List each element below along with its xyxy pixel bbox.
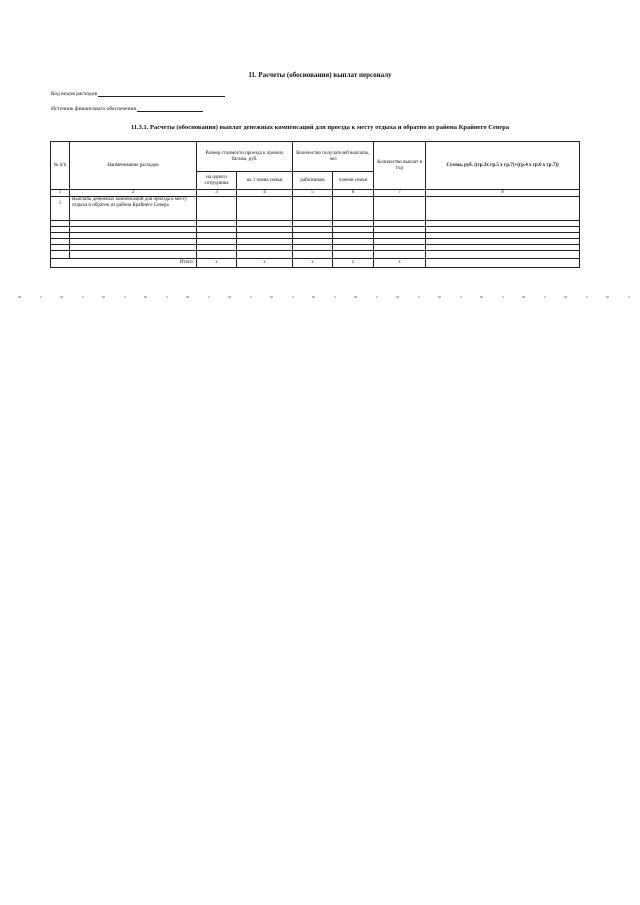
column-number: 3 [197, 190, 237, 197]
header-row-1 [51, 142, 580, 172]
column-number: 4 [237, 190, 293, 197]
total-cell: х [333, 259, 374, 268]
table-cell[interactable] [51, 251, 70, 259]
table-row [51, 197, 580, 221]
compensation-table [50, 141, 580, 268]
column-number: 5 [293, 190, 333, 197]
funding-source-blank[interactable] [137, 105, 203, 112]
funding-source-label: Источник финансового обеспечения [51, 106, 136, 112]
table-cell[interactable] [293, 251, 333, 259]
table-cell[interactable] [426, 251, 580, 259]
table-cell[interactable] [197, 197, 237, 221]
subsection-title: 11.3.1. Расчеты (обоснования) выплат денежных компенсаций для проезда к месту отдыха и обратно из района Крайнего Севера [130, 124, 510, 131]
header-recipients-group: Количество получателей выплаты, чел [293, 142, 374, 172]
table-cell[interactable] [197, 251, 237, 259]
total-row [51, 259, 580, 268]
table-cell[interactable] [426, 197, 580, 221]
table-cell[interactable] [237, 197, 293, 221]
total-sum-cell[interactable] [426, 259, 580, 268]
header-cost-per-employee: на одного сотрудника [197, 172, 237, 190]
header-cost-per-family: на 1 члена семьи [237, 172, 293, 190]
header-cost-group: Размер стоимости проезда к провозу багажа, руб. [197, 142, 293, 172]
table-cell[interactable] [70, 251, 197, 259]
table-cell[interactable] [293, 197, 333, 221]
column-number: 8 [426, 190, 580, 197]
table-cell[interactable] [374, 251, 426, 259]
total-label: Итого: [51, 259, 197, 268]
total-cell: х [237, 259, 293, 268]
funding-source-field [51, 105, 203, 112]
column-number-row [51, 190, 580, 197]
table-cell[interactable] [333, 197, 374, 221]
table-cell[interactable] [374, 197, 426, 221]
column-number: 2 [70, 190, 197, 197]
row-num: 1 [51, 197, 70, 221]
header-num: № п/п [51, 142, 70, 190]
header-payments-count: Количество выплат в год [374, 142, 426, 190]
header-sum: Сумма, руб. ((гр.3х гр.5 х гр.7)+(гр.4 х гр.6 х гр.7)) [426, 142, 580, 190]
table-cell[interactable] [333, 251, 374, 259]
table-cell[interactable] [237, 251, 293, 259]
total-cell: х [197, 259, 237, 268]
column-number: 6 [333, 190, 374, 197]
row-name: Выплаты денежных компенсаций для проезда к месту отдыха и обратно из района Крайнего Севера [70, 197, 197, 221]
total-cell: х [293, 259, 333, 268]
expense-code-label: Код видов расходов [51, 91, 98, 97]
page-title: 11. Расчеты (обоснования) выплат персоналу [248, 71, 392, 79]
column-number: 1 [51, 190, 70, 197]
table-row [51, 251, 580, 259]
scan-artifact-line [0, 296, 640, 298]
header-recipients-family: членов семьи [333, 172, 374, 190]
expense-code-blank[interactable] [98, 90, 225, 97]
header-name: Наименование расходов [70, 142, 197, 190]
header-recipients-workers: работников [293, 172, 333, 190]
total-cell: х [374, 259, 426, 268]
expense-code-field [51, 90, 225, 97]
column-number: 7 [374, 190, 426, 197]
